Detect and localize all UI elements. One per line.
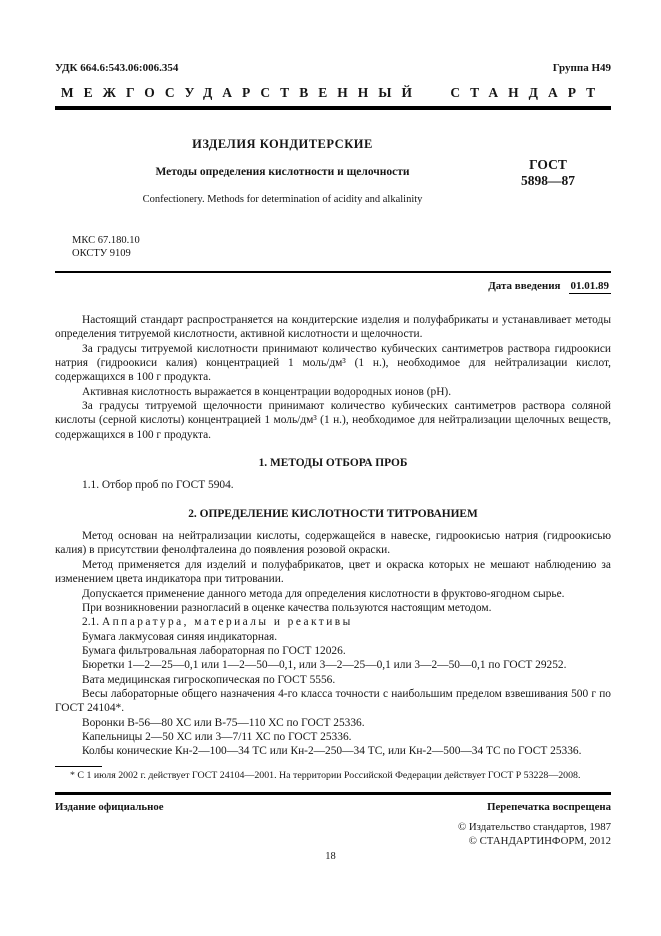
document-subtitle: Методы определения кислотности и щелочности bbox=[155, 166, 410, 178]
equipment-item: Бумага фильтровальная лабораторная по ГОСТ 12026. bbox=[82, 644, 346, 657]
intro-paragraph: Активная кислотность выражается в концентрации водородных ионов (pH). bbox=[82, 385, 452, 398]
udk-code: УДК 664.6:543.06:006.354 bbox=[55, 62, 179, 74]
section-2-paragraph: Метод применяется для изделий и полуфабрикатов, цвет и окраска которых не мешают наблюдению за изменением цвета индикатора при титровании. bbox=[55, 558, 611, 586]
reprint-note: Перепечатка воспрещена bbox=[487, 801, 611, 813]
footer-rule bbox=[55, 792, 611, 795]
equipment-item: Воронки В-56—80 ХС или В-75—110 ХС по ГОСТ 25336. bbox=[82, 716, 365, 729]
intro-paragraph: За градусы титруемой щелочности принимают количество кубических сантиметров раствора соляной кислоты (серной кислоты) концентрацией 1 моль/дм³ (1 н.), необходимое для нейтрализации щелочных веществ, содержащихся в 100 г продукта. bbox=[55, 400, 611, 441]
page-content bbox=[55, 0, 611, 782]
gost-designation bbox=[493, 157, 603, 189]
footnote-text: * С 1 июля 2002 г. действует ГОСТ 24104—2001. На территории Российской Федерации действует ГОСТ Р 53228—2008. bbox=[70, 769, 581, 781]
equipment-item: Вата медицинская гигроскопическая по ГОСТ 5556. bbox=[82, 673, 336, 686]
gost-label: ГОСТ bbox=[529, 157, 567, 172]
section-2-paragraph: Метод основан на нейтрализации кислоты, содержащейся в навеске, гидроокисью натрия (гидроокисью калия) в присутствии фенолфталеина до появления розовой окраски. bbox=[55, 530, 611, 557]
section-2-paragraph: Допускается применение данного метода для определения кислотности в фруктово-ягодном сырье. bbox=[82, 587, 565, 600]
subsection-title: Аппаратура, материалы и реактивы bbox=[101, 616, 353, 629]
okstu-code: ОКСТУ 9109 bbox=[72, 248, 131, 259]
footnote-rule bbox=[55, 766, 102, 767]
section-1-item: 1.1. Отбор проб по ГОСТ 5904. bbox=[82, 479, 234, 492]
standard-kind-heading: МЕЖГОСУДАРСТВЕННЫЙ СТАНДАРТ bbox=[60, 85, 606, 100]
effective-date-row bbox=[55, 280, 611, 292]
effective-date-label: Дата введения bbox=[488, 280, 561, 292]
title-block bbox=[55, 137, 611, 222]
equipment-item: Капельницы 2—50 ХС или 3—7/11 ХС по ГОСТ 25336. bbox=[82, 730, 352, 743]
copyright-line: © СТАНДАРТИНФОРМ, 2012 bbox=[468, 834, 611, 847]
edition-note: Издание официальное bbox=[55, 801, 164, 813]
classification-codes bbox=[55, 234, 611, 260]
header-row bbox=[55, 62, 611, 74]
group-code: Группа Н49 bbox=[552, 62, 611, 74]
mks-code: МКС 67.180.10 bbox=[72, 235, 140, 246]
equipment-item: Бюретки 1—2—25—0,1 или 1—2—50—0,1, или 3—2—25—0,1 или 3—2—50—0,1 по ГОСТ 29252. bbox=[82, 659, 567, 672]
section-2-heading: 2. ОПРЕДЕЛЕНИЕ КИСЛОТНОСТИ ТИТРОВАНИЕМ bbox=[188, 507, 478, 520]
gost-number: 5898—87 bbox=[521, 173, 575, 188]
document-subtitle-english: Confectionery. Methods for determination of acidity and alkalinity bbox=[142, 194, 423, 205]
equipment-item: Бумага лакмусовая синяя индикаторная. bbox=[82, 630, 278, 643]
equipment-item: Весы лабораторные общего назначения 4-го класса точности с наибольшим пределом взвешивания 500 г по ГОСТ 24104*. bbox=[55, 687, 611, 715]
intro-paragraph: Настоящий стандарт распространяется на кондитерские изделия и полуфабрикаты и устанавливает методы определения титруемой кислотности, активной кислотности и щелочности. bbox=[55, 314, 611, 341]
subsection-number: 2.1. bbox=[82, 616, 100, 629]
effective-date-value: 01.01.89 bbox=[570, 280, 609, 292]
footer-row bbox=[55, 801, 611, 813]
intro-paragraph: За градусы титруемой кислотности принимают количество кубических сантиметров раствора гидроокиси натрия (гидроокиси калия) концентрацией 1 моль/дм³ (1 н.), необходимое для нейтрализации кислот, содержащихся в 100 г продукта. bbox=[55, 342, 611, 384]
page-footer bbox=[55, 792, 611, 849]
header-rule bbox=[55, 106, 611, 110]
section-1-heading: 1. МЕТОДЫ ОТБОРА ПРОБ bbox=[258, 457, 408, 470]
section-2-paragraph: При возникновении разногласий в оценке качества пользуются настоящим методом. bbox=[82, 601, 492, 614]
equipment-item: Колбы конические Кн-2—100—34 ТС или Кн-2—250—34 ТС, или Кн-2—500—34 ТС по ГОСТ 25336. bbox=[82, 745, 582, 758]
document-body bbox=[55, 313, 611, 759]
date-rule bbox=[55, 271, 611, 273]
copyright-block bbox=[55, 821, 611, 849]
footnote-block bbox=[55, 766, 611, 783]
title-column bbox=[55, 137, 510, 205]
page-number: 18 bbox=[325, 851, 336, 862]
copyright-line: © Издательство стандартов, 1987 bbox=[457, 821, 611, 833]
subsection-2-1-heading bbox=[55, 615, 611, 629]
document-title: ИЗДЕЛИЯ КОНДИТЕРСКИЕ bbox=[192, 137, 373, 151]
